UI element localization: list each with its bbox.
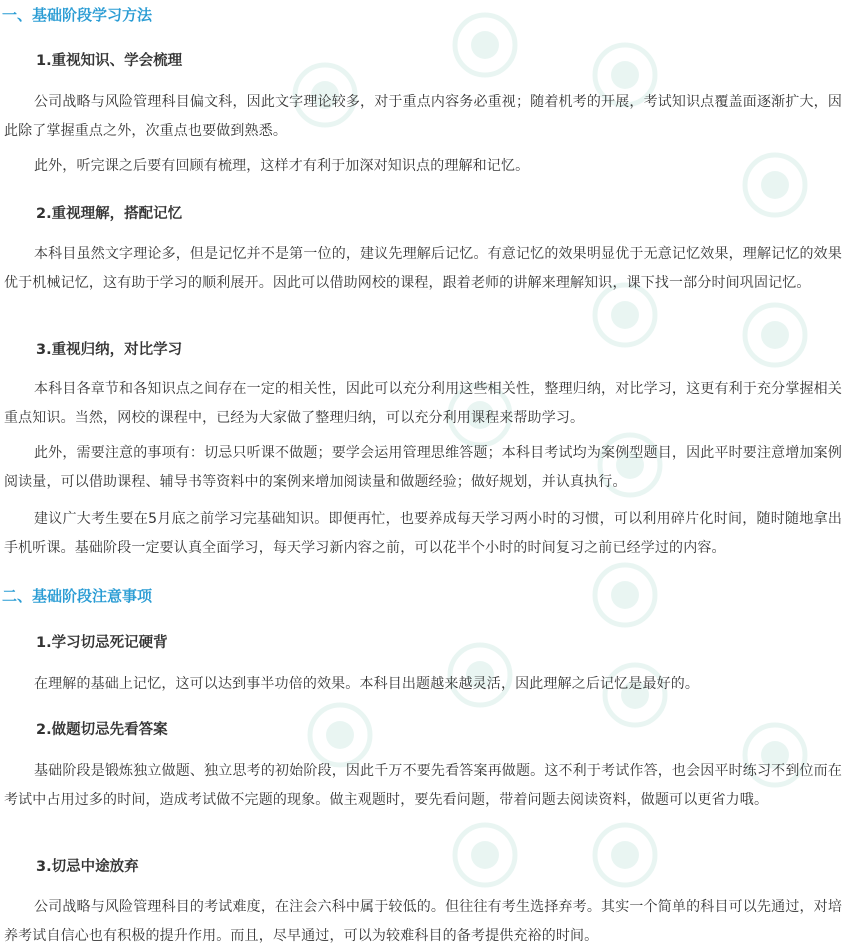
subsection-title: 3.重视归纳，对比学习 xyxy=(36,342,183,358)
watermark-logo-icon xyxy=(590,820,660,890)
subsection-title: 2.做题切忌先看答案 xyxy=(36,722,168,738)
subsection-title: 2.重视理解，搭配记忆 xyxy=(36,206,183,222)
paragraph: 公司战略与风险管理科目偏文科，因此文字理论较多，对于重点内容务必重视；随着机考的开展，考试知识点覆盖面逐渐扩大，因此除了掌握重点之外，次重点也要做到熟悉。 xyxy=(4,94,842,139)
paragraph: 本科目虽然文字理论多，但是记忆并不是第一位的，建议先理解后记忆。有意记忆的效果明显优于无意记忆效果，理解记忆的效果优于机械记忆，这有助于学习的顺利展开。因此可以借助网校的课程，跟着老师的讲解来理解知识，课下找一部分时间巩固记忆。 xyxy=(4,246,842,291)
paragraph: 公司战略与风险管理科目的考试难度，在注会六科中属于较低的。但往往有考生选择弃考。其实一个简单的科目可以先通过，对培养考试自信心也有积极的提升作用。而且，尽早通过，可以为较难科目的备考提供充裕的时间。 xyxy=(4,899,842,944)
subsection-title: 1.学习切忌死记硬背 xyxy=(36,635,168,651)
section-title: 一、基础阶段学习方法 xyxy=(2,6,153,24)
watermark-logo-icon xyxy=(590,560,660,630)
paragraph: 此外，需要注意的事项有：切忌只听课不做题；要学会运用管理思维答题；本科目考试均为案例型题目，因此平时要注意增加案例阅读量，可以借助课程、辅导书等资料中的案例来增加阅读量和做题经验；做好规划，并认真执行。 xyxy=(4,445,842,490)
paragraph: 在理解的基础上记忆，这可以达到事半功倍的效果。本科目出题越来越灵活，因此理解之后记忆是最好的。 xyxy=(34,676,700,692)
watermark-logo-icon xyxy=(450,820,520,890)
paragraph: 此外，听完课之后要有回顾有梳理，这样才有利于加深对知识点的理解和记忆。 xyxy=(34,158,530,174)
subsection-title: 1.重视知识、学会梳理 xyxy=(36,53,183,69)
watermark-logo-icon xyxy=(740,300,810,370)
paragraph: 本科目各章节和各知识点之间存在一定的相关性，因此可以充分利用这些相关性，整理归纳，对比学习，这更有利于充分掌握相关重点知识。当然，网校的课程中，已经为大家做了整理归纳，可以充分利用课程来帮助学习。 xyxy=(4,381,842,426)
paragraph: 基础阶段是锻炼独立做题、独立思考的初始阶段，因此千万不要先看答案再做题。这不利于考试作答，也会因平时练习不到位而在考试中占用过多的时间，造成考试做不完题的现象。做主观题时，要先看问题，带着问题去阅读资料，做题可以更省力哦。 xyxy=(4,763,842,808)
watermark-logo-icon xyxy=(450,10,520,80)
section-title: 二、基础阶段注意事项 xyxy=(2,587,153,605)
paragraph: 建议广大考生要在5月底之前学习完基础知识。即便再忙，也要养成每天学习两小时的习惯，可以利用碎片化时间，随时随地拿出手机听课。基础阶段一定要认真全面学习，每天学习新内容之前，可以花半个小时的时间复习之前已经学过的内容。 xyxy=(4,511,842,556)
subsection-title: 3.切忌中途放弃 xyxy=(36,859,139,875)
